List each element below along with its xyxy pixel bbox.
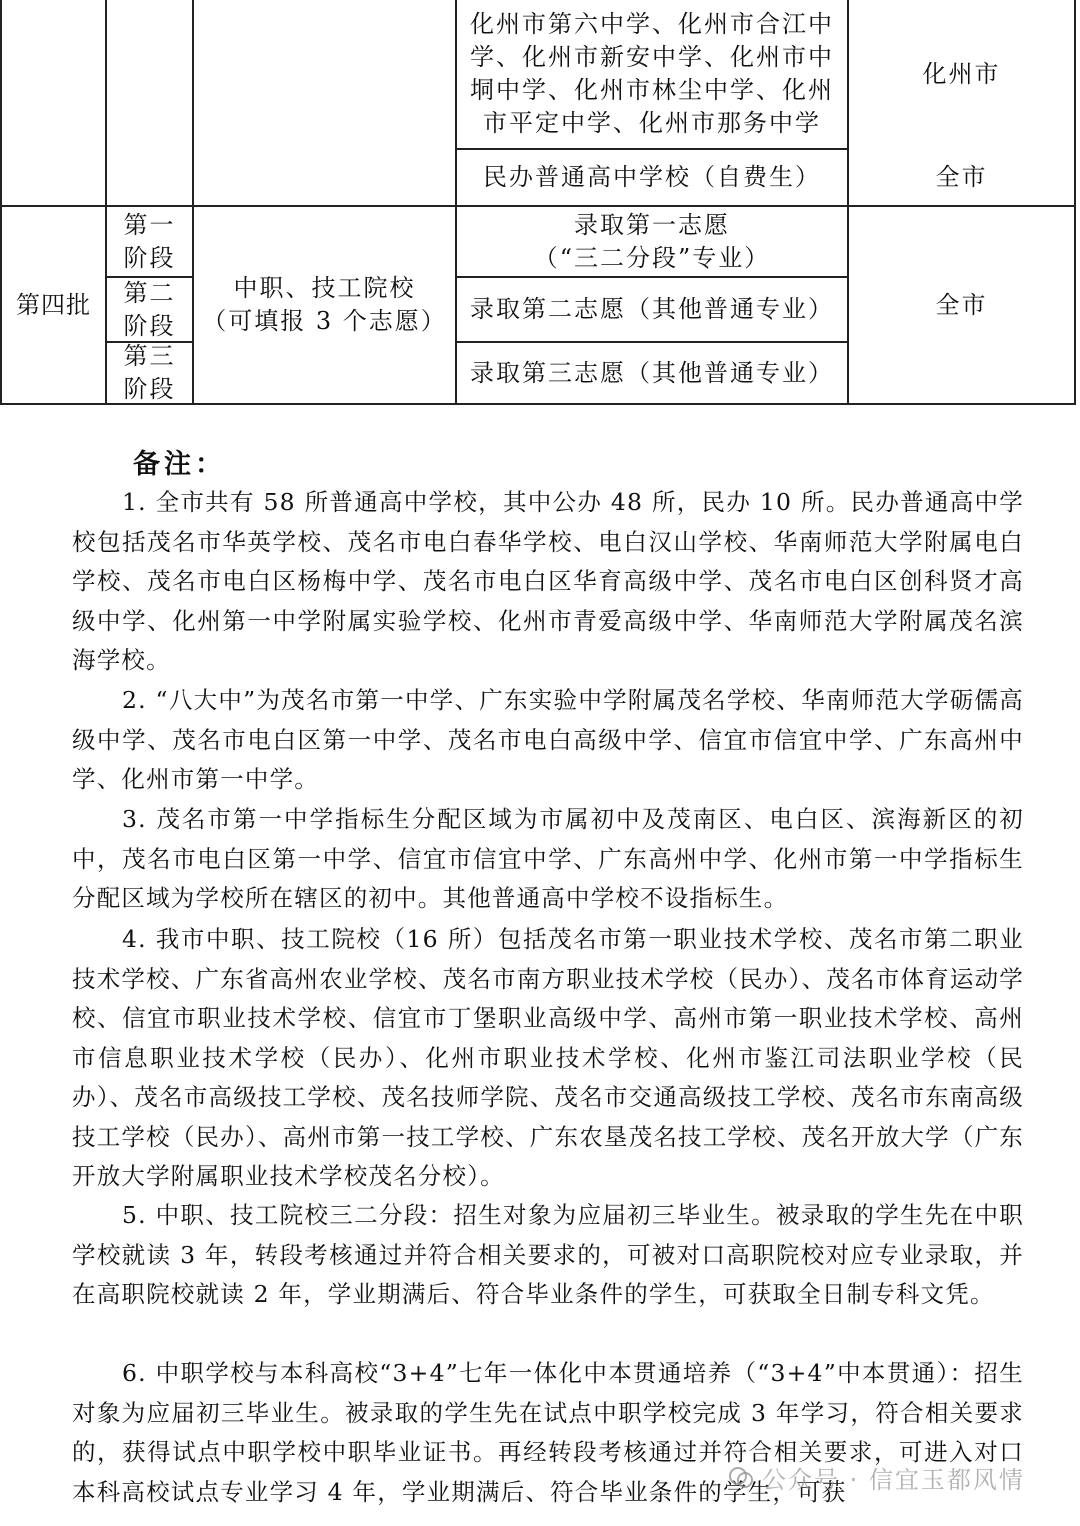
notes-title: 备注： [133, 449, 226, 480]
schools-cell-private [457, 150, 847, 205]
schools-line: 垌中学、化州市林尘中学、化州 [470, 76, 834, 104]
scope-cell-huazhou [849, 0, 1074, 148]
admission-text: 录取第三志愿（其他普通专业） [470, 358, 834, 387]
stage-text: 第三 [123, 342, 176, 370]
note-paragraph-1: 1. 全市共有 58 所普通高中学校，其中公办 48 所，民办 10 所。民办普通高中学校包括茂名市华英学校、茂名市电白春华学校、电白汉山学校、华南师范大学附属电白学校、茂名市电白区杨梅中学、茂名市电白区华育高级中学、茂名市电白区创科贤才高级中学、化州第一中学附属实验学校、化州市青爱高级中学、华南师范大学附属茂名滨海学校。 [72, 488, 1024, 674]
note-paragraph-3: 3. 茂名市第一中学指标生分配区域为市属初中及茂南区、电白区、滨海新区的初中，茂名市电白区第一中学、信宜市信宜中学、广东高州中学、化州市第一中学指标生分配区域为学校所在辖区的初中。其他普通高中学校不设指标生。 [72, 805, 1024, 912]
admission-cell-1 [457, 207, 847, 276]
admission-text: 录取第二志愿（其他普通专业） [470, 295, 834, 323]
watermark-text: 公众号 · 信宜玉都风情 [762, 1466, 1025, 1494]
stage-cell-3 [107, 343, 192, 403]
watermark [728, 1460, 1025, 1495]
wechat-icon [728, 1465, 754, 1491]
category-text: 中职、技工院校 [233, 274, 416, 302]
note-paragraph-4: 4. 我市中职、技工院校（16 所）包括茂名市第一职业技术学校、茂名市第二职业技术学校、广东省高州农业学校、茂名市南方职业技术学校（民办）、茂名市体育运动学校、信宜市职业技术学校、信宜市丁堡职业高级中学、高州市第一职业技术学校、高州市信息职业技术学校（民办）、化州市职业技术学校、化州市鉴江司法职业学校（民办）、茂名市高级技工学校、茂名技师学院、茂名市交通高级技工学校、茂名市东南高级技工学校（民办）、高州市第一技工学校、广东农垦茂名技工学校、茂名开放大学（广东开放大学附属职业技术学校茂名分校）。 [72, 925, 1024, 1190]
schools-cell-huazhou [457, 0, 847, 148]
note-paragraph-6: 6. 中职学校与本科高校“3+4”七年一体化中本贯通培养（“3+4”中本贯通）：招生对象为应届初三毕业生。被录取的学生先在试点中职学校完成 3 年学习，符合相关要求的，获得试点中职学校中职毕业证书。再经转段考核通过并符合相关要求，可进入对口本科高校试点专业学习 4 年，学业期满后、符合毕业条件的学生，可获 [72, 1359, 1024, 1506]
schools-line: 市平定中学、化州市那务中学 [483, 109, 821, 137]
admission-text: 录取第一志愿 [573, 210, 730, 239]
scope-cell-batch4 [849, 207, 1074, 403]
stage-text: 第二 [123, 278, 176, 307]
stage-cell-1 [107, 207, 192, 276]
category-cell [194, 207, 455, 403]
table-right-border [1074, 0, 1076, 405]
scope-text: 全市 [935, 163, 988, 191]
stage-text: 第一 [123, 210, 176, 239]
stage-text: 阶段 [123, 243, 176, 272]
schools-line: 民办普通高中学校（自费生） [483, 163, 821, 191]
note-paragraph-5: 5. 中职、技工院校三二分段：招生对象为应届初三毕业生。被录取的学生先在中职学校就读 3 年，转段考核通过并符合相关要求的，可被对口高职院校对应专业录取，并在高职院校就读 2 年，学业期满后、符合毕业条件的学生，可获取全日制专科文凭。 [72, 1201, 1024, 1308]
category-text: （可填报 3 个志愿） [202, 307, 447, 335]
scope-cell-private [849, 150, 1074, 205]
batch-label-cell [2, 207, 105, 403]
scope-text: 化州市 [922, 59, 1001, 88]
stage-text: 阶段 [123, 311, 176, 340]
admission-text: （“三二分段”专业） [533, 243, 771, 272]
note-paragraph-2: 2. “八大中”为茂名市第一中学、广东实验中学附属茂名学校、华南师范大学砺儒高级中学、茂名市电白区第一中学、茂名市电白高级中学、信宜市信宜中学、广东高州中学、化州市第一中学。 [72, 686, 1024, 793]
admission-cell-2 [457, 278, 847, 341]
scope-text: 全市 [935, 290, 988, 319]
schools-line: 化州市第六中学、化州市合江中 [470, 10, 834, 38]
stage-cell-2 [107, 278, 192, 341]
schools-line: 学、化州市新安中学、化州市中 [470, 43, 834, 71]
batch-label: 第四批 [16, 290, 91, 319]
stage-text: 阶段 [123, 375, 176, 403]
admission-cell-3 [457, 343, 847, 403]
